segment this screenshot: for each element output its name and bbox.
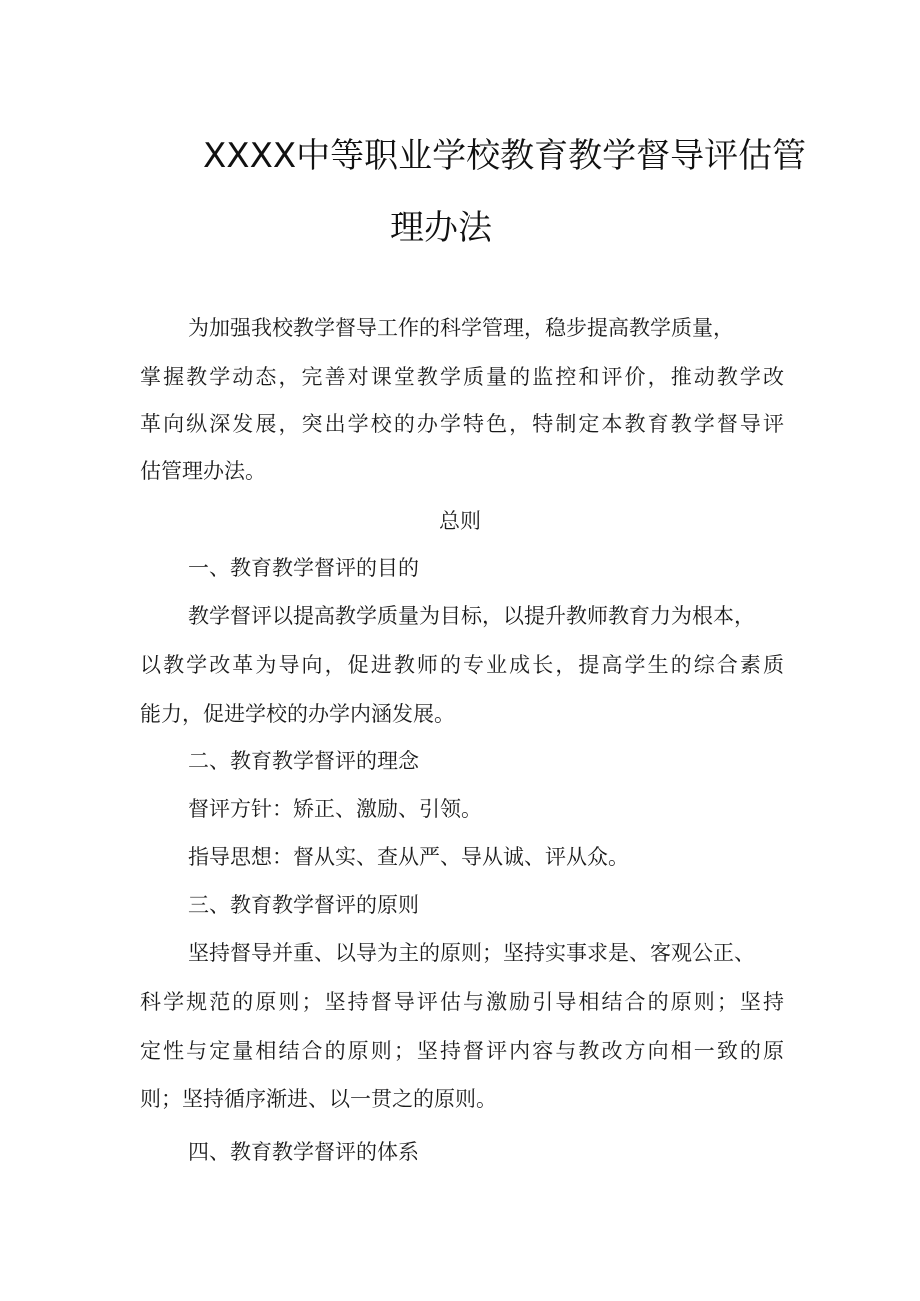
intro-line-4: 估管理办法。 <box>140 459 266 483</box>
section-3-heading: 三、教育教学督评的原则 <box>188 893 419 917</box>
section-3-line-2: 科学规范的原则；坚持督导评估与激励引导相结合的原则；坚持 <box>140 990 784 1014</box>
section-1-heading: 一、教育教学督评的目的 <box>188 556 419 580</box>
intro-line-1: 为加强我校教学督导工作的科学管理，稳步提高教学质量， <box>188 316 734 340</box>
intro-line-2: 掌握教学动态，完善对课堂教学质量的监控和评价，推动教学改 <box>140 365 784 389</box>
intro-line-3: 革向纵深发展，突出学校的办学特色，特制定本教育教学督导评 <box>140 412 784 436</box>
section-2-guiding: 指导思想：督从实、查从严、导从诚、评从众。 <box>188 845 629 869</box>
section-4-heading: 四、教育教学督评的体系 <box>188 1140 419 1164</box>
section-2-heading: 二、教育教学督评的理念 <box>188 749 419 773</box>
document-title-line-2: 理办法 <box>390 208 492 248</box>
document-title-line-1: XXXX中等职业学校教育教学督导评估管 <box>203 136 807 176</box>
section-1-line-3: 能力，促进学校的办学内涵发展。 <box>140 702 455 726</box>
section-3-line-1: 坚持督导并重、以导为主的原则；坚持实事求是、客观公正、 <box>188 941 755 965</box>
section-1-line-2: 以教学改革为导向，促进教师的专业成长，提高学生的综合素质 <box>140 653 784 677</box>
section-1-line-1: 教学督评以提高教学质量为目标，以提升教师教育力为根本， <box>188 604 755 628</box>
section-2-policy: 督评方针：矫正、激励、引领。 <box>188 797 482 821</box>
section-3-line-3: 定性与定量相结合的原则；坚持督评内容与教改方向相一致的原 <box>140 1039 784 1063</box>
section-3-line-4: 则；坚持循序渐进、以一贯之的原则。 <box>140 1087 497 1111</box>
section-general-heading: 总则 <box>439 509 481 533</box>
